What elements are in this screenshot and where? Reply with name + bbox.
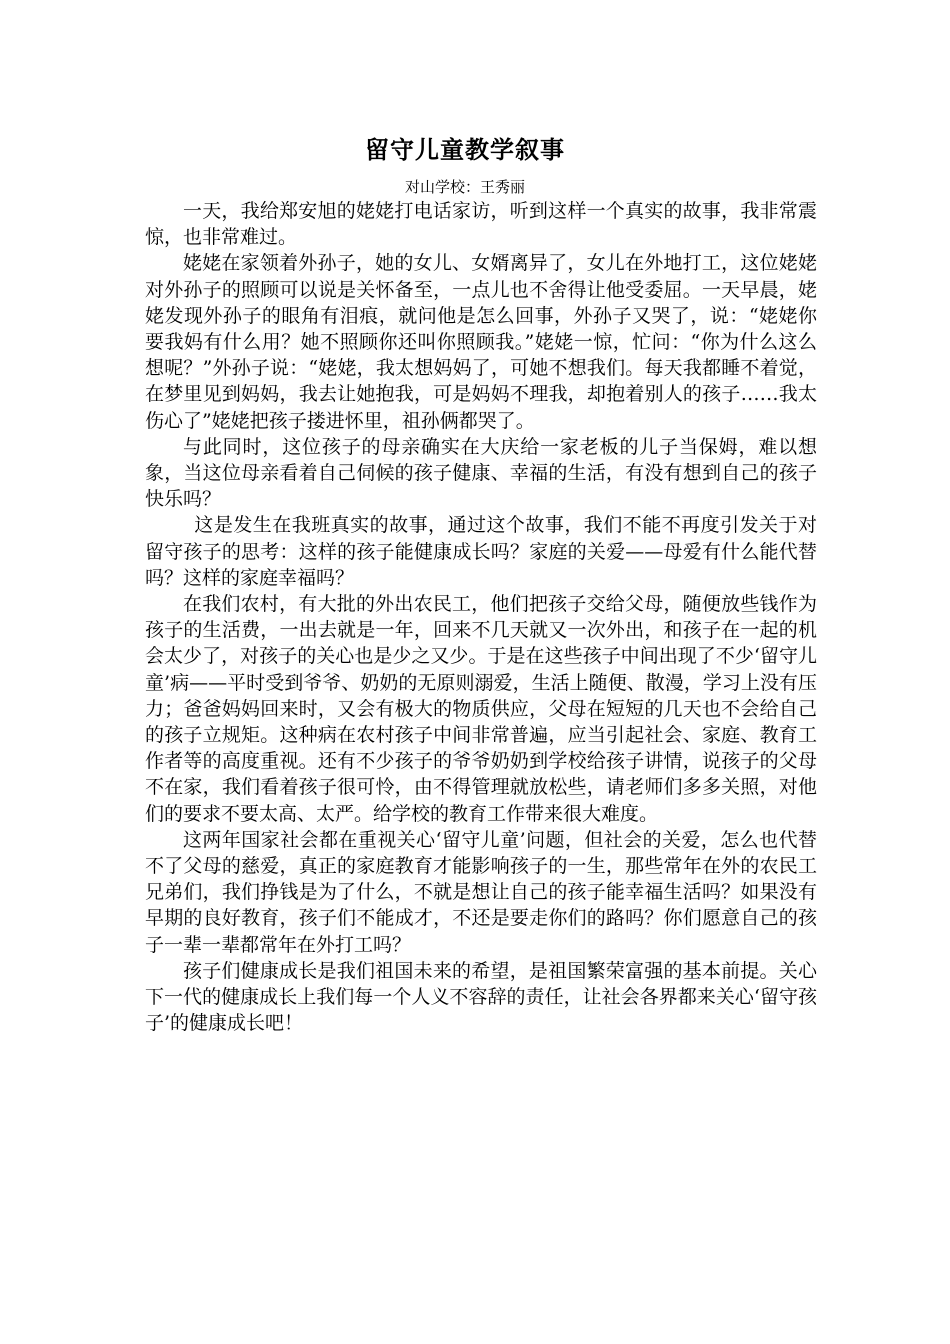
paragraph-4: 这是发生在我班真实的故事，通过这个故事，我们不能不再度引发关于对留守孩子的思考：这样的孩子能健康成长吗？家庭的关爱——母爱有什么能代替吗？这样的家庭幸福吗？ — [145, 514, 817, 589]
paragraph-2: 姥姥在家领着外孙子，她的女儿、女婿离异了，女儿在外地打工，这位姥姥对外孙子的照顾可以说是关怀备至，一点儿也不舍得让他受委屈。一天早晨，姥姥发现外孙子的眼角有泪痕，就问他是怎么回事，外孙子又哭了，说：“姥姥你要我妈有什么用？她不照顾你还叫你照顾我。”姥姥一惊，忙问：“你为什么这么想呢？”外孙子说：“姥姥，我太想妈妈了，可她不想我们。每天我都睡不着觉，在梦里见到妈妈，我去让她抱我，可是妈妈不理我，却抱着别人的孩子……我太伤心了”姥姥把孩子搂进怀里，祖孙俩都哭了。 — [145, 252, 817, 432]
paragraph-6: 这两年国家社会都在重视关心‘留守儿童’问题，但社会的关爱，怎么也代替不了父母的慈爱，真正的家庭教育才能影响孩子的一生，那些常年在外的农民工兄弟们，我们挣钱是为了什么，不就是想让自己的孩子能幸福生活吗？如果没有早期的良好教育，孩子们不能成才，不还是要走你们的路吗？你们愿意自己的孩子一辈一辈都常年在外打工吗？ — [145, 828, 817, 956]
paragraph-5: 在我们农村，有大批的外出农民工，他们把孩子交给父母，随便放些钱作为孩子的生活费，一出去就是一年，回来不几天就又一次外出，和孩子在一起的机会太少了，对孩子的关心也是少之又少。于是在这些孩子中间出现了不少‘留守儿童’病——平时受到爷爷、奶奶的无原则溺爱，生活上随便、散漫，学习上没有压力；爸爸妈妈回来时，又会有极大的物质供应，父母在短短的几天也不会给自己的孩子立规矩。这种病在农村孩子中间非常普遍，应当引起社会、家庭、教育工作者等的高度重视。还有不少孩子的爷爷奶奶到学校给孩子讲情，说孩子的父母不在家，我们看着孩子很可怜，由不得管理就放松些，请老师们多多关照，对他们的要求不要太高、太严。给学校的教育工作带来很大难度。 — [145, 593, 817, 825]
author-line: 对山学校：王秀丽 — [404, 178, 525, 196]
paragraph-7: 孩子们健康成长是我们祖国未来的希望，是祖国繁荣富强的基本前提。关心下一代的健康成长上我们每一个人义不容辞的责任，让社会各界都来关心‘留守孩子’的健康成长吧！ — [145, 959, 817, 1035]
document-title: 留守儿童教学叙事 — [365, 135, 565, 164]
paragraph-1: 一天，我给郑安旭的姥姥打电话家访，听到这样一个真实的故事，我非常震惊，也非常难过。 — [145, 200, 817, 249]
paragraph-3: 与此同时，这位孩子的母亲确实在大庆给一家老板的儿子当保姆，难以想象，当这位母亲看着自己伺候的孩子健康、幸福的生活，有没有想到自己的孩子快乐吗？ — [145, 435, 817, 511]
document-body — [145, 198, 817, 1037]
